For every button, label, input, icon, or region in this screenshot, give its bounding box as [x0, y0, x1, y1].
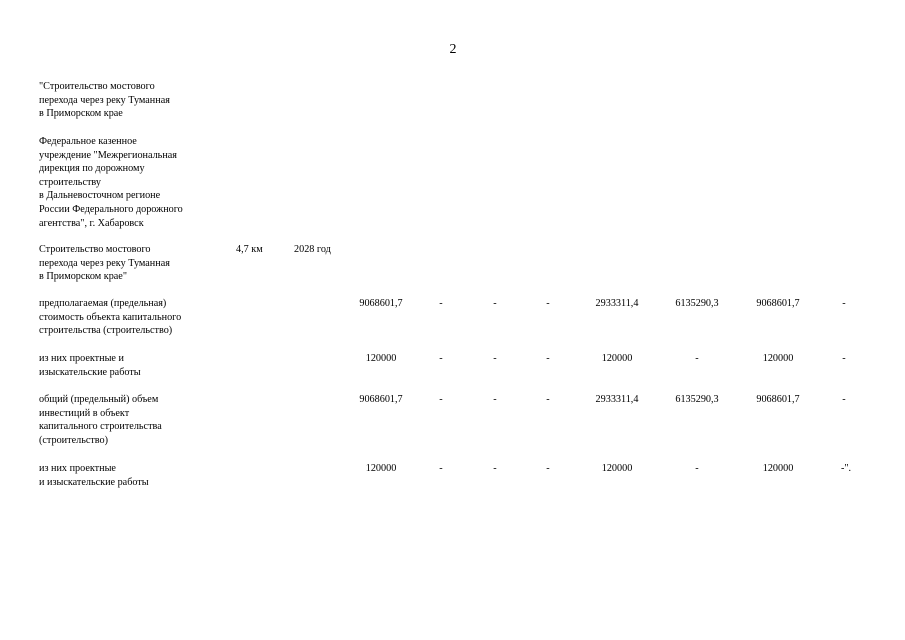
- cell-4: 2933311,4: [595, 394, 639, 405]
- cell-6: 9068601,7: [756, 394, 800, 405]
- project-title: "Строительство мостового перехода через реку Туманная в Приморском крае: [39, 81, 170, 120]
- row-label: из них проектные и изыскательские работы: [39, 353, 141, 378]
- cell-2: -: [493, 463, 497, 474]
- cell-1: -: [439, 298, 443, 309]
- cell-3: -: [546, 463, 550, 474]
- row-label: из них проектные и изыскательские работы: [39, 463, 149, 488]
- cell-3: -: [546, 298, 550, 309]
- object-completion-year: 2028 год: [294, 244, 331, 255]
- cell-3: -: [546, 394, 550, 405]
- cell-4: 120000: [601, 463, 633, 474]
- cell-2: -: [493, 353, 497, 364]
- cell-1: -: [439, 463, 443, 474]
- cell-7: -: [842, 394, 846, 405]
- cell-3: -: [546, 353, 550, 364]
- cell-1: -: [439, 353, 443, 364]
- cell-total: 9068601,7: [359, 298, 403, 309]
- cell-4: 2933311,4: [595, 298, 639, 309]
- cell-2: -: [493, 394, 497, 405]
- cell-5: 6135290,3: [675, 298, 719, 309]
- cell-6: 9068601,7: [756, 298, 800, 309]
- cell-5: -: [695, 463, 699, 474]
- cell-2: -: [493, 298, 497, 309]
- object-capacity: 4,7 км: [236, 244, 263, 255]
- cell-total: 120000: [365, 353, 397, 364]
- cell-7: -".: [840, 463, 852, 474]
- row-label: предполагаемая (предельная) стоимость объекта капитального строительства (строительство): [39, 298, 182, 337]
- cell-4: 120000: [601, 353, 633, 364]
- page-number: 2: [449, 42, 457, 57]
- object-name: Строительство мостового перехода через реку Туманная в Приморском крае": [39, 244, 170, 283]
- cell-5: 6135290,3: [675, 394, 719, 405]
- customer-organization: Федеральное казенное учреждение "Межрегиональная дирекция по дорожному строительству в Дальневосточном регионе России Федерального дорожного агентства", г. Хабаровск: [39, 136, 183, 229]
- cell-total: 120000: [365, 463, 397, 474]
- cell-1: -: [439, 394, 443, 405]
- cell-7: -: [842, 298, 846, 309]
- cell-total: 9068601,7: [359, 394, 403, 405]
- row-label: общий (предельный) объем инвестиций в объект капитального строительства (строительство): [39, 394, 162, 446]
- cell-7: -: [842, 353, 846, 364]
- cell-6: 120000: [762, 353, 794, 364]
- cell-6: 120000: [762, 463, 794, 474]
- cell-5: -: [695, 353, 699, 364]
